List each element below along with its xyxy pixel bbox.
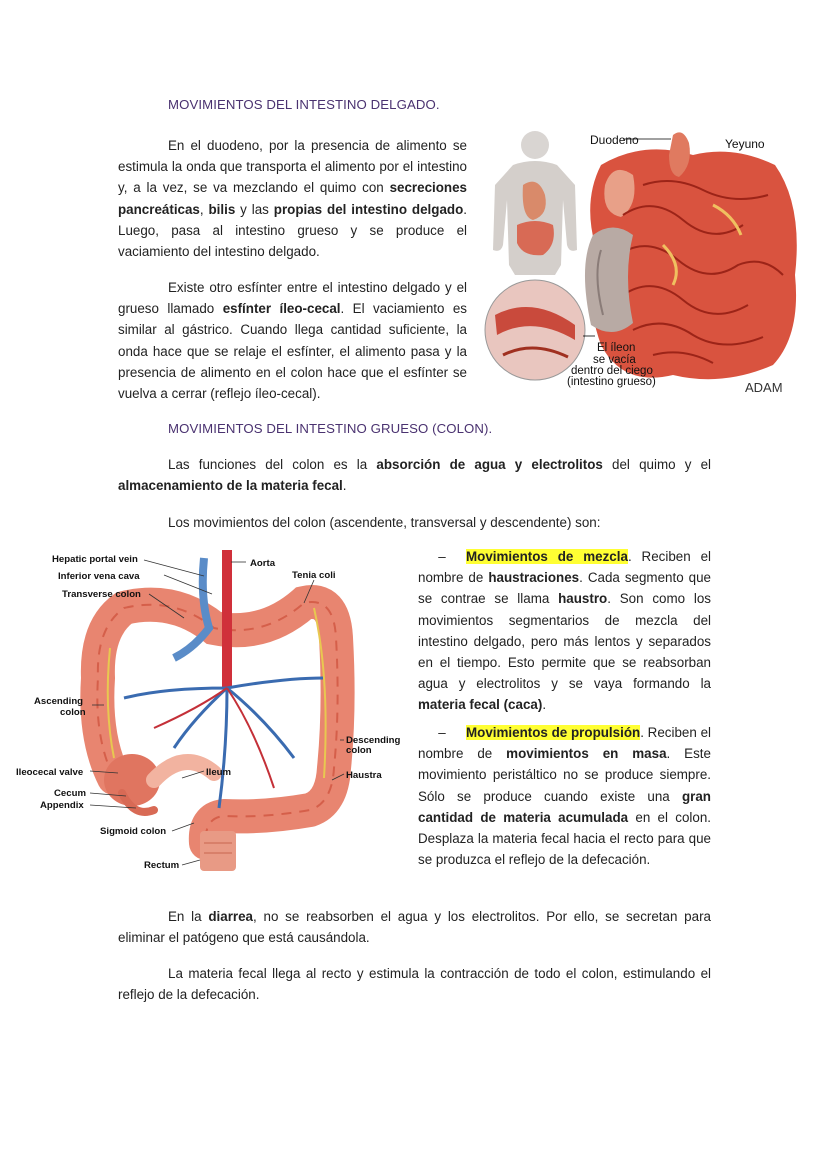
label-ascending-colon-2: colon bbox=[60, 707, 86, 718]
body-silhouette-icon bbox=[493, 131, 577, 275]
label-ascending-colon-1: Ascending bbox=[34, 696, 84, 707]
section-heading-large-intestine: MOVIMIENTOS DEL INTESTINO GRUESO (COLON). bbox=[168, 421, 493, 436]
label-yeyuno: Yeyuno bbox=[725, 137, 765, 151]
label-sigmoid-colon: Sigmoid colon bbox=[100, 826, 167, 837]
ileocecal-inset-icon bbox=[485, 280, 585, 380]
label-cecum: Cecum bbox=[54, 788, 86, 799]
paragraph-ileocecal: Existe otro esfínter entre el intestino delgado y el grueso llamado esfínter íleo-cecal. El vaciamiento es similar al gástrico. Cuando llega cantidad suficiente, la onda hace que se relaje el esfínter, el alimento pasa y la presencia de alimento en el colon hace que el esfínter se vuelva a cerrar (reflejo íleo-cecal). bbox=[118, 280, 467, 402]
bullet-dash: – bbox=[438, 725, 446, 740]
bullet-mixing-movements: – Movimientos de mezcla. Reciben el nombre de haustraciones. Cada segmento que se contrae se llama haustro. Son como los movimientos segmentarios de mezcla del intestino delgado, pero más lentos y separados en el tiempo. Esto permite que se reabsorban agua y electrolitos y se vaya formando la materia fecal (caca). bbox=[418, 546, 711, 716]
label-hepatic-portal-vein: Hepatic portal vein bbox=[52, 554, 138, 565]
label-ileon-3: dentro del ciego bbox=[571, 365, 653, 377]
small-intestine-illustration bbox=[483, 125, 809, 397]
label-ileon-2: se vacía bbox=[593, 354, 636, 366]
section-heading-small-intestine: MOVIMIENTOS DEL INTESTINO DELGADO. bbox=[168, 97, 440, 112]
label-tenia-coli: Tenia coli bbox=[292, 570, 336, 581]
label-ileon-1: El íleon bbox=[597, 342, 636, 354]
label-transverse-colon: Transverse colon bbox=[62, 589, 141, 600]
paragraph-defecation-reflex: La materia fecal llega al recto y estimula la contracción de todo el colon, estimulando el reflejo de la defecación. bbox=[118, 966, 711, 1003]
bullet-propulsion-movements: – Movimientos de propulsión. Reciben el nombre de movimientos en masa. Este movimiento peristáltico no se produce siempre. Sólo se produce cuando existe una gran cantidad de materia acumulada en el colon. Desplaza la materia fecal hacia el recto para que se produzca el reflejo de la defecación. bbox=[418, 722, 711, 870]
label-descending-colon-2: colon bbox=[346, 745, 372, 756]
label-appendix: Appendix bbox=[40, 800, 84, 811]
bullet-dash: – bbox=[438, 549, 446, 564]
label-ileum: Ileum bbox=[206, 767, 232, 778]
label-inferior-vena-cava: Inferior vena cava bbox=[58, 571, 140, 582]
label-duodeno: Duodeno bbox=[590, 133, 639, 147]
adam-logo: ADAM bbox=[745, 380, 783, 395]
paragraph-colon-functions: Las funciones del colon es la absorción de agua y electrolitos del quimo y el almacenamiento de la materia fecal. bbox=[118, 457, 712, 494]
label-descending-colon-1: Descending bbox=[346, 735, 401, 746]
paragraph-colon-movements-intro: Los movimientos del colon (ascendente, transversal y descendente) son: bbox=[168, 515, 601, 530]
highlight-mixing: Movimientos de mezcla bbox=[466, 549, 628, 564]
label-ileocecal-valve: Ileocecal valve bbox=[16, 767, 84, 778]
paragraph-duodeno: En el duodeno, por la presencia de alimento se estimula la onda que transporta el alimento por el intestino y, a la vez, se va mezclando el quimo con secreciones pancreáticas, bilis y las propias del intestino delgado. Luego, pasa al intestino grueso y se produce el vaciamiento del intestino delgado. bbox=[118, 138, 467, 260]
paragraph-diarrhea: En la diarrea, no se reabsorben el agua y los electrolitos. Por ello, se secretan para eliminar el patógeno que está causándola. bbox=[118, 909, 711, 946]
label-aorta: Aorta bbox=[250, 558, 276, 569]
highlight-propulsion: Movimientos de propulsión bbox=[466, 725, 641, 740]
label-haustra: Haustra bbox=[346, 770, 382, 781]
large-intestine-diagram bbox=[14, 548, 410, 878]
label-rectum: Rectum bbox=[144, 860, 180, 871]
label-ileon-4: (intestino grueso) bbox=[567, 376, 656, 388]
